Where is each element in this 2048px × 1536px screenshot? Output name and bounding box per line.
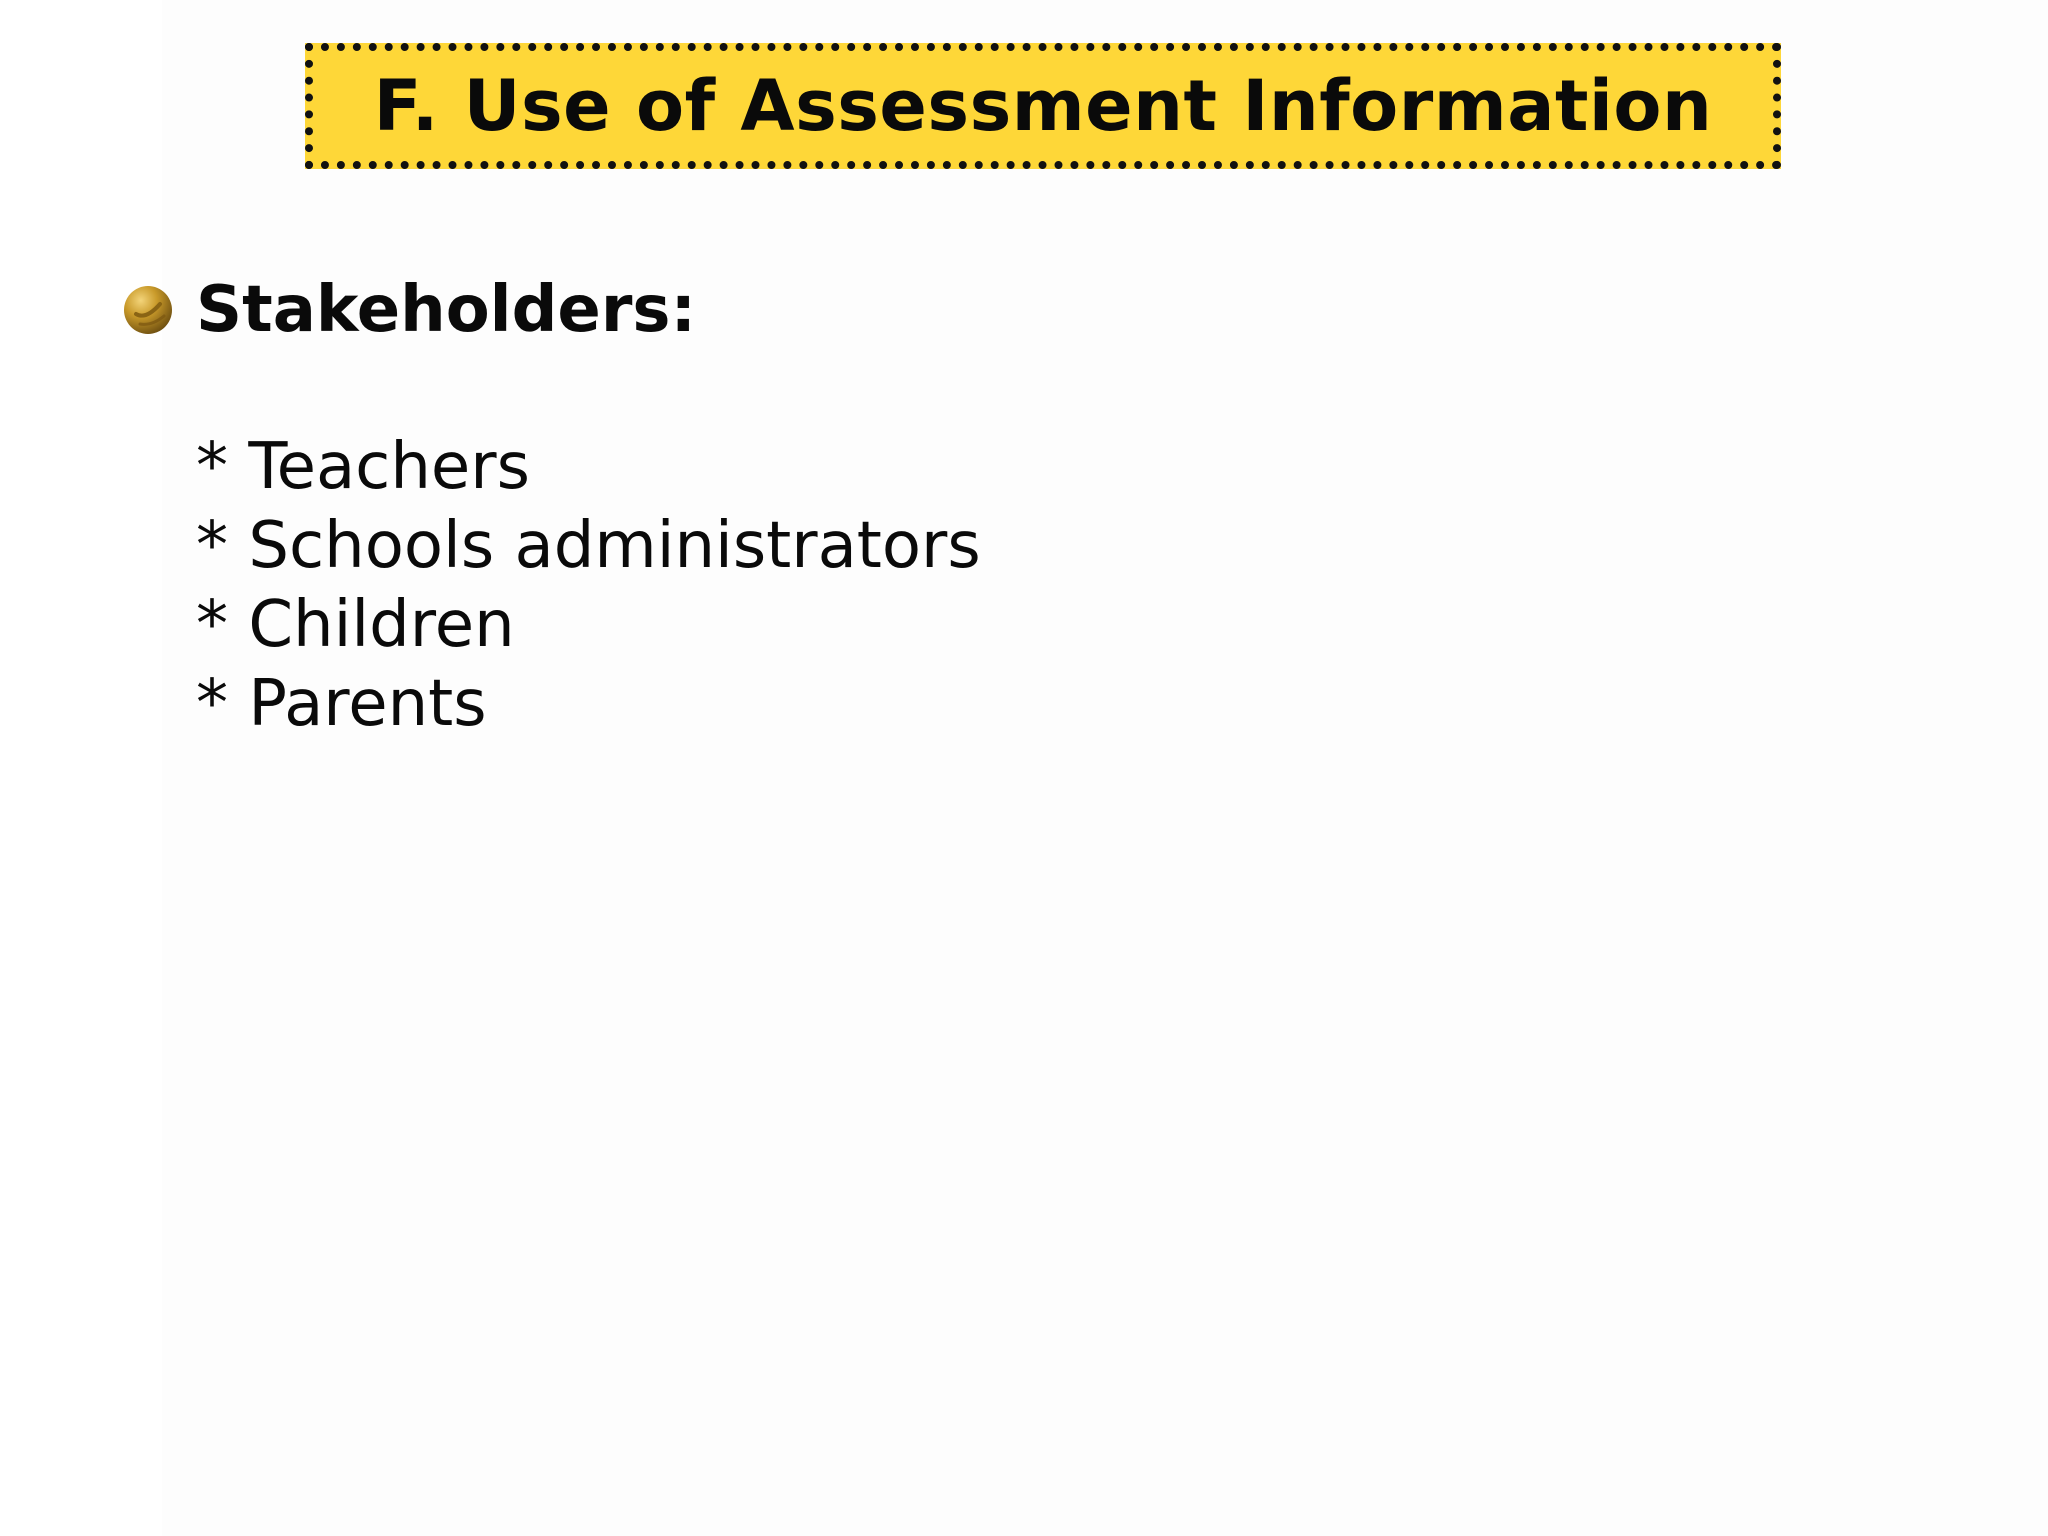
slide-title: F. Use of Assessment Information (373, 65, 1713, 147)
list-item: * Teachers (196, 430, 530, 504)
gold-ball-bullet-icon (122, 284, 174, 336)
list-item: * Parents (196, 667, 487, 741)
stakeholder-list (196, 428, 981, 744)
stakeholders-heading: Stakeholders: (196, 273, 697, 347)
title-banner (305, 43, 1781, 169)
list-item: * Schools administrators (196, 509, 981, 583)
bullet-heading-row (122, 262, 696, 358)
slide-background (162, 0, 2048, 1536)
list-item: * Children (196, 588, 515, 662)
